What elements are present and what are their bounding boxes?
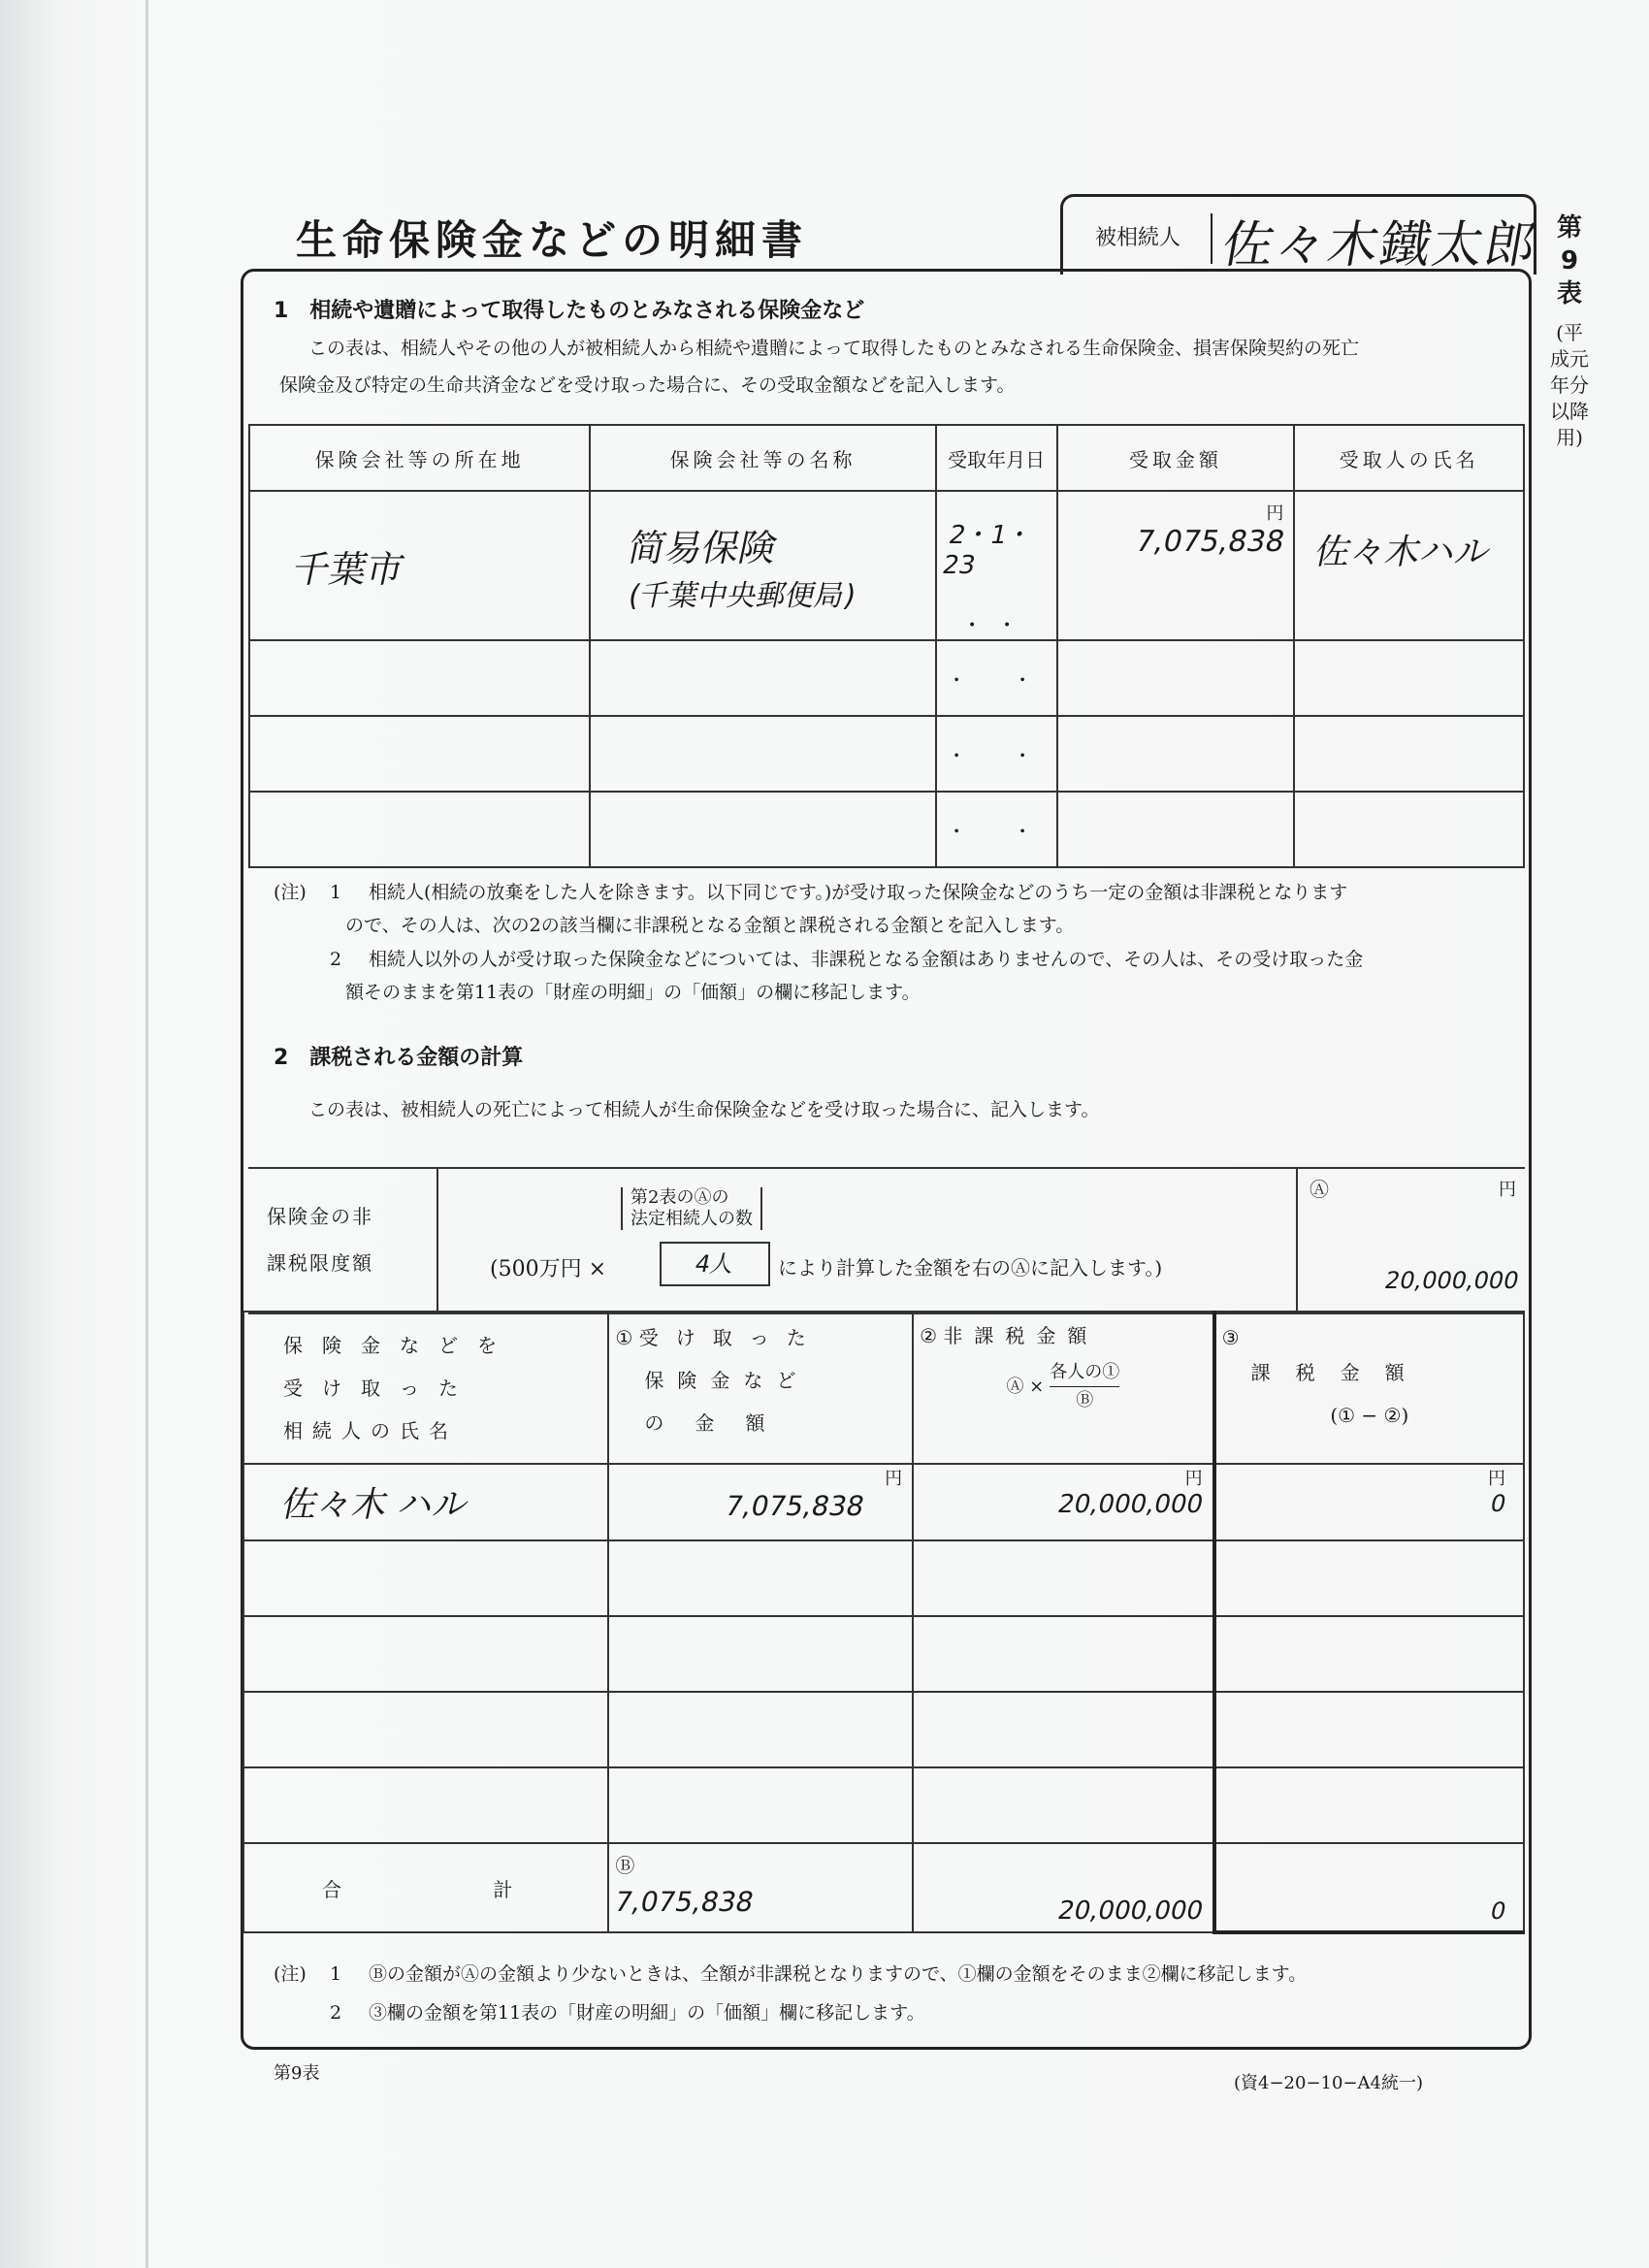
cell-heir-name[interactable] [243, 1540, 608, 1616]
cell-recipient[interactable] [1294, 640, 1524, 716]
col-received-header [608, 1312, 913, 1464]
section2-note1-num: 1 [330, 1963, 342, 1985]
cell-nontaxable[interactable] [913, 1464, 1214, 1540]
table-row [243, 1464, 1524, 1540]
table-row [243, 1767, 1524, 1843]
section1-note1-num: 1 [330, 882, 342, 903]
total-label-b: 計 [493, 1877, 513, 1901]
table-row [243, 1540, 1524, 1616]
cell-received[interactable] [608, 1616, 913, 1692]
yen-unit: 円 [1499, 1180, 1516, 1200]
cell-location[interactable] [249, 792, 590, 867]
taxable-value: 0 [1487, 1490, 1508, 1517]
col-nontaxable-header [913, 1312, 1214, 1464]
page-fold [146, 0, 148, 2268]
col1-line3: の 金 額 [644, 1411, 771, 1435]
total-taxable-cell[interactable] [1214, 1843, 1524, 1932]
total-row [243, 1843, 1524, 1932]
col-taxable-header [1214, 1312, 1524, 1464]
col-amount-header: 受取金額 [1057, 425, 1295, 491]
col1-line1: 受け取った [638, 1326, 824, 1349]
total-taxable: 0 [1487, 1897, 1508, 1925]
col1-line2: 保険金など [644, 1369, 810, 1392]
bracket-line1: 第2表のⒶの [630, 1187, 729, 1208]
cell-taxable[interactable] [1214, 1616, 1524, 1692]
date-dots: ・・ [961, 614, 1032, 638]
cell-received[interactable] [608, 1464, 913, 1540]
section2-notes-label: (注) [274, 1963, 307, 1985]
section1-title: 1 相続や遺贈によって取得したものとみなされる保険金など [274, 299, 865, 323]
table-row [249, 491, 1524, 640]
cell-date[interactable] [936, 491, 1057, 640]
section1-description-line1: この表は、相続人やその他の人が被相続人から相続や遺贈によって取得したものとみなされる生命保険金、損害保険契約の死亡 [308, 338, 1360, 359]
cell-nontaxable[interactable] [913, 1767, 1214, 1843]
limit-divider [436, 1167, 438, 1311]
col1-marker: ① [615, 1326, 633, 1349]
table-row [249, 716, 1524, 792]
decedent-label: 被相続人 [1065, 213, 1212, 264]
cell-company[interactable] [590, 716, 935, 792]
yen-unit: 円 [1266, 503, 1284, 524]
form-number-label: 第9表 [1556, 213, 1582, 308]
cell-taxable[interactable] [1214, 1692, 1524, 1767]
cell-company[interactable] [590, 491, 935, 640]
yen-unit: 円 [1488, 1469, 1505, 1489]
total-label-cell [243, 1843, 608, 1932]
col3-marker: ③ [1221, 1326, 1240, 1349]
cell-location[interactable] [249, 491, 590, 640]
cell-amount[interactable] [1057, 491, 1295, 640]
total-received-cell[interactable] [608, 1843, 913, 1932]
nontaxable-value: 20,000,000 [1054, 1490, 1206, 1519]
table-row [243, 1616, 1524, 1692]
cell-amount[interactable] [1057, 716, 1295, 792]
col2-line1: 非課税金額 [943, 1324, 1099, 1347]
total-received: 7,075,838 [611, 1886, 758, 1918]
col2-formula-den: Ⓑ [1076, 1390, 1094, 1410]
footer-form-number: 第9表 [274, 2063, 320, 2084]
recipient-value: 佐々木ハル [1311, 533, 1496, 572]
section1-description-line2: 保険金及び特定の生命共済金などを受け取った場合に、その受取金額などを記入します。 [279, 374, 1016, 396]
section1-note1-line2: ので、その人は、次の2の該当欄に非課税となる金額と課税される金額とを記入します。 [345, 915, 1075, 936]
yen-unit: 円 [885, 1469, 903, 1489]
company-value-line1: 简易保険 [624, 526, 782, 569]
cell-taxable[interactable] [1214, 1540, 1524, 1616]
amount-value: 7,075,838 [1131, 525, 1288, 559]
insurance-table [248, 424, 1525, 868]
col-heir-name-header [243, 1312, 608, 1464]
insurance-table-header [249, 425, 1524, 491]
table-row [249, 640, 1524, 716]
limit-bracket-note [621, 1187, 762, 1230]
col2-marker: ② [920, 1324, 937, 1347]
limit-marker: Ⓐ [1310, 1178, 1329, 1201]
col-heir-name-line3: 相続人の氏名 [283, 1418, 458, 1442]
cell-location[interactable] [249, 716, 590, 792]
section1-note1-line1: 相続人(相続の放棄をした人を除きます。以下同じです。)が受け取った保険金などのうち一定の金額は非課税となります [369, 882, 1348, 903]
section2-note1: Ⓑの金額がⒶの金額より少ないときは、全額が非課税となりますので、①欄の金額をそのまま②欄に移記します。 [369, 1963, 1308, 1985]
cell-received[interactable] [608, 1540, 913, 1616]
cell-recipient[interactable] [1294, 716, 1524, 792]
col3-line1: 課税金額 [1250, 1361, 1430, 1384]
cell-amount[interactable] [1057, 792, 1295, 867]
cell-received[interactable] [608, 1767, 913, 1843]
calculation-table [242, 1311, 1525, 1934]
col2-formula [920, 1359, 1207, 1414]
limit-label-line1: 保険金の非 [267, 1205, 373, 1228]
cell-nontaxable[interactable] [913, 1692, 1214, 1767]
limit-divider [1296, 1167, 1298, 1311]
col3-line2: (① − ②) [1330, 1404, 1409, 1427]
decedent-name[interactable]: 佐々木鐵太郎 [1217, 216, 1543, 275]
cell-heir-name[interactable] [243, 1464, 608, 1540]
section1-note2-line1: 相続人以外の人が受け取った保険金などについては、非課税となる金額はありませんので、その人は、その受け取った金 [369, 949, 1364, 970]
col2-fraction [1050, 1359, 1119, 1414]
col-location-header: 保険会社等の所在地 [249, 425, 590, 491]
section1-note2-num: 2 [330, 949, 342, 970]
cell-heir-name[interactable] [243, 1767, 608, 1843]
cell-taxable[interactable] [1214, 1464, 1524, 1540]
section2-title: 2 課税される金額の計算 [274, 1046, 524, 1070]
date-value: 2・1・23 [939, 521, 1035, 580]
total-marker: Ⓑ [615, 1854, 635, 1877]
col-heir-name-line2: 受け取った [283, 1376, 477, 1400]
cell-recipient[interactable] [1294, 491, 1524, 640]
cell-nontaxable[interactable] [913, 1616, 1214, 1692]
col-heir-name-line1: 保険金などを [283, 1333, 516, 1357]
total-nontaxable-cell[interactable] [913, 1843, 1214, 1932]
received-value: 7,075,838 [722, 1490, 867, 1522]
col-company-header: 保険会社等の名称 [590, 425, 935, 491]
limit-amount: 20,000,000 [1381, 1267, 1521, 1294]
footer-form-code: (資4−20−10−A4統一) [1234, 2073, 1424, 2093]
table-row [243, 1692, 1524, 1767]
cell-taxable[interactable] [1214, 1767, 1524, 1843]
location-value: 千葉市 [288, 547, 408, 591]
section2-description: この表は、被相続人の死亡によって相続人が生命保険金などを受け取った場合に、記入します。 [308, 1099, 1100, 1120]
section1-notes-label: (注) [274, 882, 307, 903]
heirs-count: 4人 [693, 1250, 737, 1278]
col2-formula-num: 各人の① [1050, 1359, 1119, 1387]
section1-note2-line2: 額そのままを第11表の「財産の明細」の「価額」の欄に移記します。 [345, 982, 921, 1003]
cell-nontaxable[interactable] [913, 1540, 1214, 1616]
table-row [249, 792, 1524, 867]
date-dots[interactable]: ・ ・ [936, 792, 1057, 867]
cell-location[interactable] [249, 640, 590, 716]
cell-company[interactable] [590, 792, 935, 867]
date-dots[interactable]: ・ ・ [936, 716, 1057, 792]
cell-amount[interactable] [1057, 640, 1295, 716]
yen-unit: 円 [1184, 1469, 1203, 1489]
form-title: 生命保険金などの明細書 [296, 216, 809, 264]
company-value-line2: (千葉中央郵便局) [625, 578, 859, 613]
cell-heir-name[interactable] [243, 1616, 608, 1692]
limit-amount-cell[interactable] [1305, 1267, 1521, 1294]
limit-label-line2: 課税限度額 [267, 1251, 373, 1275]
heir-name-value: 佐々木 ハル [278, 1485, 473, 1525]
col-date-header: 受取年月日 [936, 425, 1057, 491]
cell-heir-name[interactable] [243, 1692, 608, 1767]
col-recipient-header: 受取人の氏名 [1294, 425, 1524, 491]
date-dots[interactable]: ・ ・ [936, 640, 1057, 716]
cell-company[interactable] [590, 640, 935, 716]
cell-received[interactable] [608, 1692, 913, 1767]
total-label-a: 合 [322, 1877, 341, 1901]
total-nontaxable: 20,000,000 [1054, 1896, 1206, 1926]
cell-recipient[interactable] [1294, 792, 1524, 867]
formula-prefix: (500万円 × [490, 1257, 607, 1281]
formula-suffix: により計算した金額を右のⒶに記入します。) [778, 1256, 1163, 1280]
section2-note2-num: 2 [330, 2002, 342, 2024]
heirs-count-box[interactable] [660, 1242, 770, 1286]
form-applicability: (平成元年分以降用) [1550, 321, 1589, 449]
col2-formula-left: Ⓐ × [1006, 1376, 1045, 1397]
bracket-line2: 法定相続人の数 [630, 1209, 753, 1229]
section2-note2: ③欄の金額を第11表の「財産の明細」の「価額」欄に移記します。 [369, 2002, 925, 2024]
calc-table-header [243, 1312, 1524, 1464]
